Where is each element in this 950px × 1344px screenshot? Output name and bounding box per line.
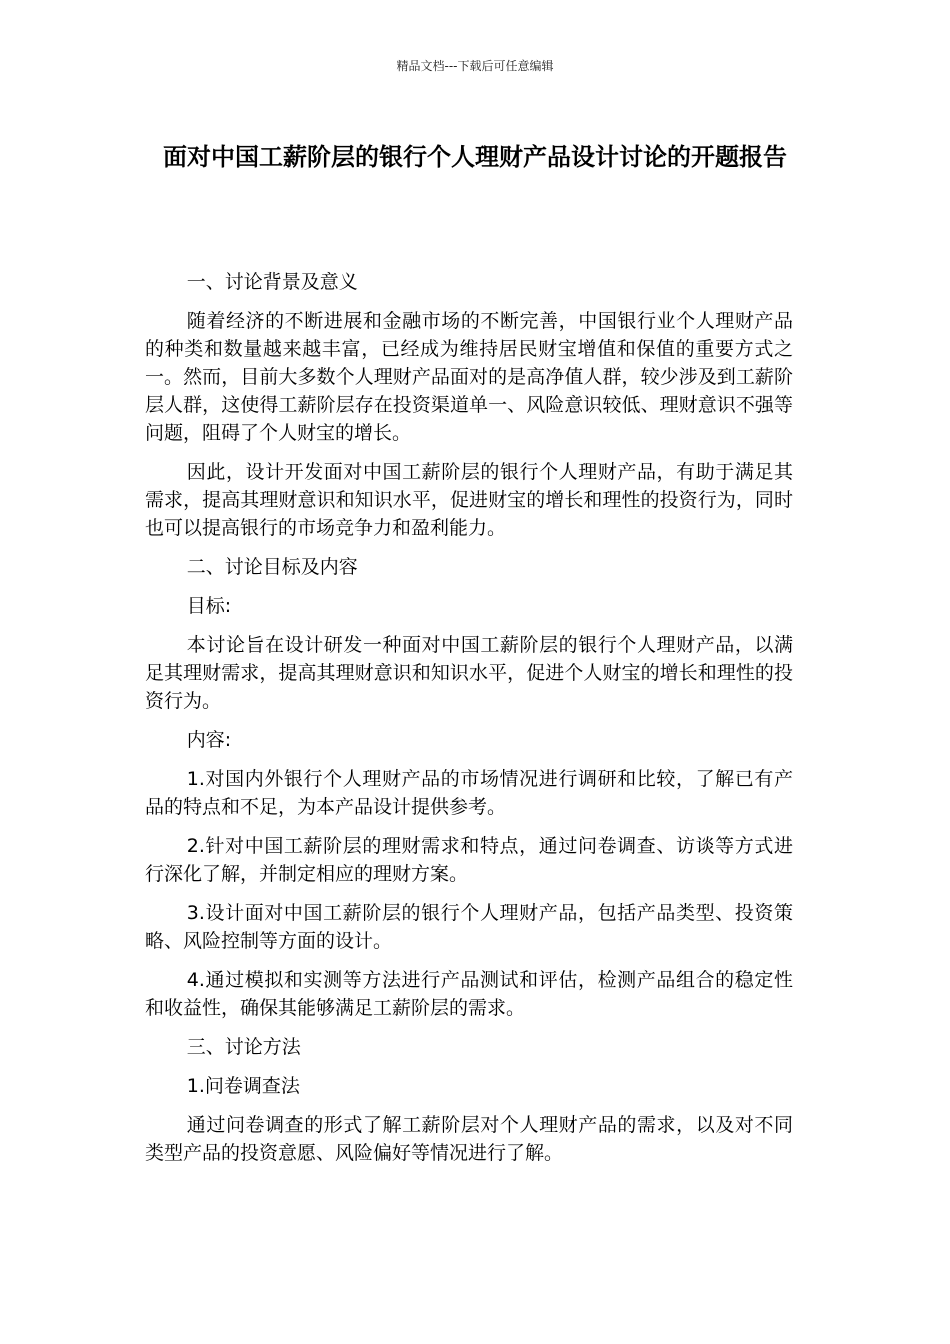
header-note: 精品文档---下载后可任意编辑 — [396, 59, 554, 73]
section-2-item-4: 4.通过模拟和实测等方法进行产品测试和评估，检测产品组合的稳定性和收益性，确保其能够满足工薪阶层的需求。 — [145, 969, 793, 1019]
section-2-goal-text: 本讨论旨在设计研发一种面对中国工薪阶层的银行个人理财产品，以满足其理财需求，提高其理财意识和知识水平，促进个人财宝的增长和理性的投资行为。 — [145, 634, 793, 712]
section-2-item-1: 1.对国内外银行个人理财产品的市场情况进行调研和比较，了解已有产品的特点和不足，为本产品设计提供参考。 — [145, 768, 793, 818]
section-2-item-2: 2.针对中国工薪阶层的理财需求和特点，通过问卷调查、访谈等方式进行深化了解，并制定相应的理财方案。 — [145, 835, 793, 885]
section-1-paragraph-1: 随着经济的不断进展和金融市场的不断完善，中国银行业个人理财产品的种类和数量越来越丰富，已经成为维持居民财宝增值和保值的重要方式之一。然而，目前大多数个人理财产品面对的是高净值人群，较少涉及到工薪阶层人群，这使得工薪阶层存在投资渠道单一、风险意识较低、理财意识不强等问题，阻碍了个人财宝的增长。 — [145, 310, 793, 444]
document-title: 面对中国工薪阶层的银行个人理财产品设计讨论的开题报告 — [163, 143, 787, 171]
section-2-item-3: 3.设计面对中国工薪阶层的银行个人理财产品，包括产品类型、投资策略、风险控制等方面的设计。 — [145, 902, 793, 952]
section-3-method-1-heading: 1.问卷调查法 — [186, 1075, 300, 1097]
section-2-goal-label: 目标: — [186, 595, 232, 617]
section-2-heading: 二、讨论目标及内容 — [186, 556, 358, 578]
section-2-content-label: 内容: — [186, 729, 232, 751]
section-1-heading: 一、讨论背景及意义 — [186, 271, 358, 293]
document-body — [145, 268, 793, 1178]
section-3-heading: 三、讨论方法 — [186, 1036, 301, 1058]
section-1-paragraph-2: 因此，设计开发面对中国工薪阶层的银行个人理财产品，有助于满足其需求，提高其理财意识和知识水平，促进财宝的增长和理性的投资行为，同时也可以提高银行的市场竞争力和盈利能力。 — [145, 461, 793, 539]
section-3-method-1-text: 通过问卷调查的形式了解工薪阶层对个人理财产品的需求，以及对不同类型产品的投资意愿、风险偏好等情况进行了解。 — [145, 1114, 793, 1164]
